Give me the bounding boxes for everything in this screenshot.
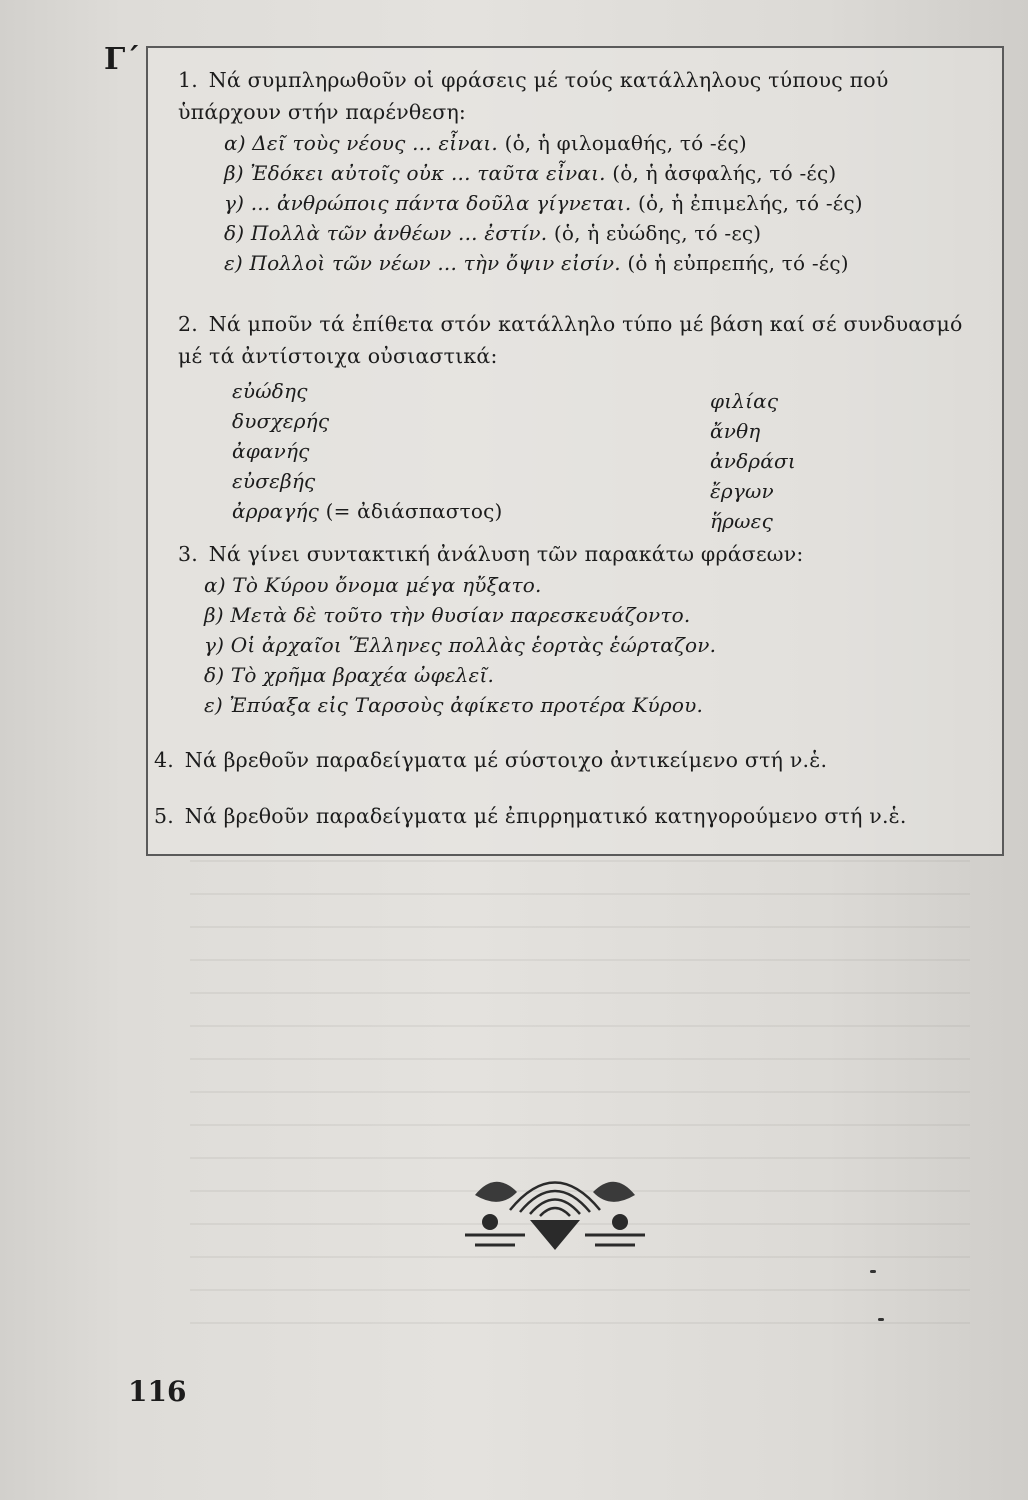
item-options: (ὁ, ἡ ἀσφαλής, τό -ές) [612, 161, 837, 185]
list-item [204, 570, 984, 600]
adjectives-column [232, 376, 503, 526]
list-item [204, 630, 984, 660]
item-text: Δεῖ τοὺς νέους ... εἶναι. [252, 131, 498, 155]
item-label: ε) [204, 693, 223, 717]
item-label: ε) [224, 251, 243, 275]
item-options: (ὁ ἡ εὐπρεπής, τό -ές) [627, 251, 849, 275]
exercise-box [146, 46, 1004, 856]
adjective-row [232, 496, 503, 526]
item-text: ... ἀνθρώποις πάντα δοῦλα γίγνεται. [250, 191, 632, 215]
exercise-instruction: Νά βρεθοῦν παραδείγματα μέ σύστοιχο ἀντικείμενο στή ν.ἑ. [184, 748, 828, 772]
item-text: Πολλὰ τῶν ἀνθέων ... ἐστίν. [250, 221, 548, 245]
item-label: α) [224, 131, 246, 155]
exercise-number: 1. [178, 68, 198, 92]
item-label: δ) [204, 663, 225, 687]
item-text: Ἐπύαξα εἰς Ταρσοὺς ἀφίκετο προτέρα Κύρου. [229, 693, 704, 717]
item-options: (ὁ, ἡ εὐώδης, τό -ες) [553, 221, 762, 245]
adjective: ἀφανής [232, 439, 310, 463]
item-text: Ἐδόκει αὐτοῖς οὐκ ... ταῦτα εἶναι. [250, 161, 606, 185]
adjective: ἀρραγής [232, 499, 320, 523]
nouns-column [710, 386, 796, 536]
list-item [224, 128, 984, 158]
item-text: Πολλοὶ τῶν νέων ... τὴν ὄψιν εἰσίν. [249, 251, 621, 275]
exercise-number: 2. [178, 312, 198, 336]
print-speck [870, 1270, 876, 1273]
item-text: Μετὰ δὲ τοῦτο τὴν θυσίαν παρεσκευάζοντο. [230, 603, 691, 627]
item-label: β) [204, 603, 224, 627]
exercise-4 [154, 744, 984, 776]
exercise-instruction: Νά βρεθοῦν παραδείγματα μέ ἐπιρρηματικό κατηγορούμενο στή ν.ἑ. [184, 804, 907, 828]
exercise-1-items [178, 128, 984, 278]
noun: φιλίας [710, 389, 779, 413]
adjective: δυσχερής [232, 409, 330, 433]
exercise-number: 3. [178, 542, 198, 566]
noun: ἔργων [710, 479, 774, 503]
exercise-instruction: Νά γίνει συντακτική ἀνάλυση τῶν παρακάτω φράσεων: [208, 542, 804, 566]
item-options: (ὁ, ἡ φιλομαθής, τό -ές) [504, 131, 747, 155]
item-text: Οἱ ἀρχαῖοι Ἕλληνες πολλὰς ἑορτὰς ἑώρταζον. [230, 633, 717, 657]
item-options: (ὁ, ἡ ἐπιμελής, τό -ές) [638, 191, 863, 215]
adjective: εὐσεβής [232, 469, 316, 493]
decorative-ornament-icon [455, 1150, 655, 1260]
item-label: β) [224, 161, 244, 185]
exercise-3-items [178, 570, 984, 720]
list-item [204, 600, 984, 630]
exercise-2 [178, 308, 984, 538]
adjective: εὐώδης [232, 379, 308, 403]
list-item [204, 690, 984, 720]
list-item [224, 188, 984, 218]
exercise-1 [178, 64, 984, 278]
item-text: Τὸ Κύρου ὄνομα μέγα ηὔξατο. [232, 573, 542, 597]
page-number: 116 [128, 1375, 187, 1408]
exercise-number: 5. [154, 804, 174, 828]
exercise-5 [154, 800, 984, 832]
exercise-3 [178, 538, 984, 720]
section-label: Γ΄ [104, 42, 141, 77]
noun: ἥρωες [710, 509, 773, 533]
adjective-note: (= ἀδιάσπαστος) [325, 499, 503, 523]
item-label: α) [204, 573, 226, 597]
matching-columns [178, 376, 984, 538]
list-item [204, 660, 984, 690]
exercise-instruction: Νά συμπληρωθοῦν οἱ φράσεις μέ τούς κατάλληλους τύπους πού ὑπάρχουν στήν παρένθεση: [178, 68, 889, 124]
list-item [224, 248, 984, 278]
item-label: γ) [224, 191, 245, 215]
item-text: Τὸ χρῆμα βραχέα ὠφελεῖ. [230, 663, 495, 687]
noun: ἀνδράσι [710, 449, 796, 473]
item-label: δ) [224, 221, 245, 245]
item-label: γ) [204, 633, 225, 657]
list-item [224, 218, 984, 248]
list-item [224, 158, 984, 188]
print-speck [878, 1318, 884, 1321]
exercise-number: 4. [154, 748, 174, 772]
exercise-instruction: Νά μποῦν τά ἐπίθετα στόν κατάλληλο τύπο μέ βάση καί σέ συνδυασμό μέ τά ἀντίστοιχα οὐσιαστικά: [178, 312, 963, 368]
noun: ἄνθη [710, 419, 761, 443]
